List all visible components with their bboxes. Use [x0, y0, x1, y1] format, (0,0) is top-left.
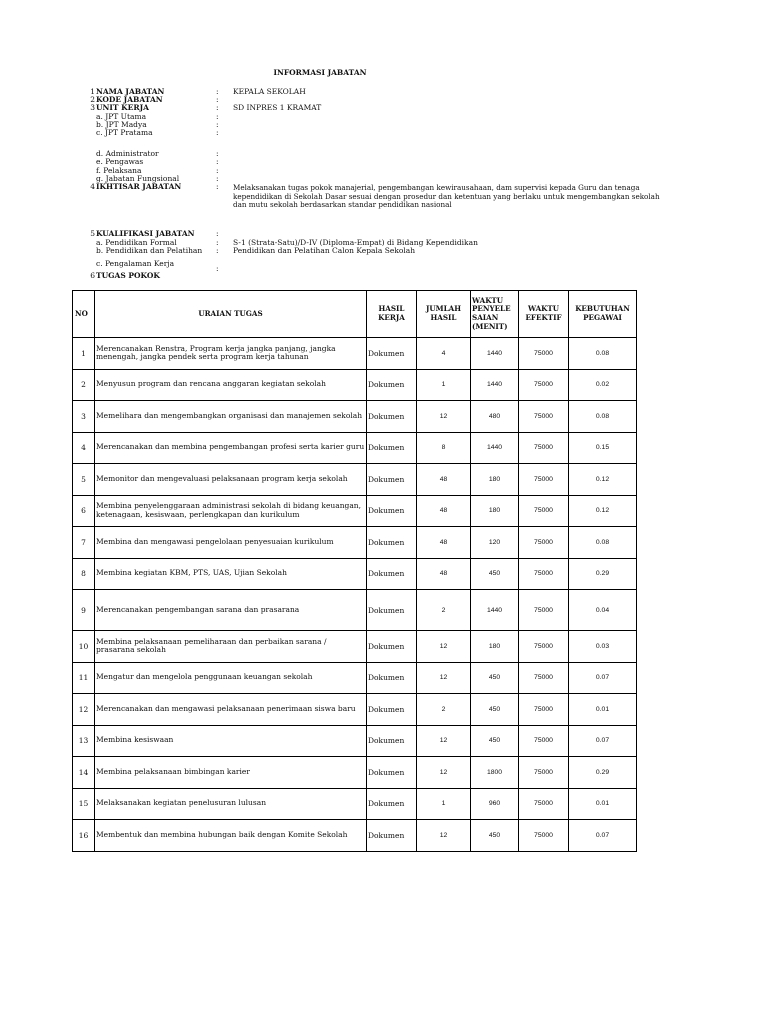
cell-efektif: 75000: [519, 369, 569, 401]
item-label: e. Pengawas: [96, 157, 144, 166]
cell-kebutuhan: 0.15: [569, 432, 637, 464]
item-label: c. Pengalaman Kerja: [96, 259, 175, 268]
cell-kebutuhan: 0.08: [569, 401, 637, 433]
cell-kebutuhan: 0.12: [569, 464, 637, 496]
table-row: [73, 820, 637, 852]
item-label: f. Pelaksana: [96, 166, 142, 175]
table-row: [73, 558, 637, 590]
cell-task: Memonitor dan mengevaluasi pelaksanaan program kerja sekolah: [95, 464, 367, 496]
item-label: TUGAS POKOK: [96, 271, 160, 280]
cell-hasil: Dokumen: [367, 694, 417, 726]
table-row: [73, 338, 637, 370]
table-row: [73, 527, 637, 559]
cell-efektif: 75000: [519, 662, 569, 694]
cell-no: 15: [73, 788, 95, 820]
cell-hasil: Dokumen: [367, 527, 417, 559]
cell-task: Melaksanakan kegiatan penelusuran lulusan: [95, 788, 367, 820]
cell-waktu: 1440: [471, 369, 519, 401]
table-row: [73, 694, 637, 726]
cell-kebutuhan: 0.01: [569, 788, 637, 820]
cell-hasil: Dokumen: [367, 401, 417, 433]
cell-task: Membina pelaksanaan pemeliharaan dan perbaikan sarana / prasarana sekolah: [95, 631, 367, 663]
cell-kebutuhan: 0.08: [569, 338, 637, 370]
cell-hasil: Dokumen: [367, 590, 417, 631]
cell-kebutuhan: 0.07: [569, 662, 637, 694]
item-value: Pendidikan dan Pelatihan Calon Kepala Sekolah: [233, 246, 416, 255]
item-value: S-1 (Strata-Satu)/D-IV (Diploma-Empat) di Bidang Kependidikan: [233, 238, 478, 247]
cell-waktu: 1440: [471, 338, 519, 370]
cell-hasil: Dokumen: [367, 432, 417, 464]
cell-waktu: 450: [471, 662, 519, 694]
cell-hasil: Dokumen: [367, 338, 417, 370]
colon: :: [216, 87, 219, 96]
cell-waktu: 960: [471, 788, 519, 820]
cell-hasil: Dokumen: [367, 725, 417, 757]
cell-jumlah: 12: [417, 725, 471, 757]
item-number: 5: [90, 229, 95, 238]
cell-hasil: Dokumen: [367, 464, 417, 496]
cell-waktu: 450: [471, 558, 519, 590]
cell-no: 7: [73, 527, 95, 559]
cell-efektif: 75000: [519, 631, 569, 663]
cell-task: Merencanakan dan membina pengembangan profesi serta karier guru: [95, 432, 367, 464]
cell-no: 11: [73, 662, 95, 694]
cell-efektif: 75000: [519, 432, 569, 464]
cell-kebutuhan: 0.12: [569, 495, 637, 527]
cell-task: Mengatur dan mengelola penggunaan keuangan sekolah: [95, 662, 367, 694]
cell-no: 4: [73, 432, 95, 464]
item-value: SD INPRES 1 KRAMAT: [233, 103, 322, 112]
cell-efektif: 75000: [519, 338, 569, 370]
cell-efektif: 75000: [519, 527, 569, 559]
cell-task: Membentuk dan membina hubungan baik dengan Komite Sekolah: [95, 820, 367, 852]
cell-hasil: Dokumen: [367, 820, 417, 852]
item-label: d. Administrator: [96, 149, 159, 158]
cell-no: 8: [73, 558, 95, 590]
colon: :: [216, 238, 219, 247]
table-row: [73, 788, 637, 820]
cell-efektif: 75000: [519, 725, 569, 757]
colon: :: [216, 264, 219, 273]
cell-no: 14: [73, 757, 95, 789]
cell-hasil: Dokumen: [367, 631, 417, 663]
item-label: b. JPT Madya: [96, 120, 147, 129]
table-row: [73, 757, 637, 789]
item-label: a. JPT Utama: [96, 112, 147, 121]
item-number: 3: [90, 103, 95, 112]
table-row: [73, 590, 637, 631]
cell-jumlah: 12: [417, 757, 471, 789]
table-row: [73, 725, 637, 757]
cell-efektif: 75000: [519, 401, 569, 433]
cell-kebutuhan: 0.29: [569, 558, 637, 590]
header-uraian-tugas: URAIAN TUGAS: [95, 291, 367, 338]
cell-jumlah: 12: [417, 631, 471, 663]
colon: :: [216, 112, 219, 121]
item-label: g. Jabatan Fungsional: [96, 174, 180, 183]
cell-kebutuhan: 0.08: [569, 527, 637, 559]
cell-hasil: Dokumen: [367, 495, 417, 527]
table-row: [73, 369, 637, 401]
item-label: a. Pendidikan Formal: [96, 238, 177, 247]
cell-jumlah: 2: [417, 590, 471, 631]
cell-waktu: 180: [471, 464, 519, 496]
cell-waktu: 480: [471, 401, 519, 433]
item-label: NAMA JABATAN: [96, 87, 165, 96]
colon: :: [216, 246, 219, 255]
colon: :: [216, 182, 219, 191]
cell-waktu: 180: [471, 495, 519, 527]
cell-waktu: 1440: [471, 590, 519, 631]
cell-efektif: 75000: [519, 788, 569, 820]
cell-jumlah: 48: [417, 527, 471, 559]
colon: :: [216, 157, 219, 166]
cell-kebutuhan: 0.07: [569, 725, 637, 757]
cell-efektif: 75000: [519, 558, 569, 590]
cell-kebutuhan: 0.29: [569, 757, 637, 789]
cell-no: 1: [73, 338, 95, 370]
cell-no: 3: [73, 401, 95, 433]
cell-jumlah: 12: [417, 401, 471, 433]
header-waktu-efektif: WAKTU EFEKTIF: [519, 291, 569, 338]
cell-jumlah: 48: [417, 558, 471, 590]
cell-efektif: 75000: [519, 495, 569, 527]
cell-task: Merencanakan pengembangan sarana dan prasarana: [95, 590, 367, 631]
cell-no: 13: [73, 725, 95, 757]
cell-efektif: 75000: [519, 694, 569, 726]
header-no: NO: [73, 291, 95, 338]
item-value: KEPALA SEKOLAH: [233, 87, 306, 96]
table-row: [73, 464, 637, 496]
cell-kebutuhan: 0.02: [569, 369, 637, 401]
cell-waktu: 450: [471, 820, 519, 852]
item-label: KODE JABATAN: [96, 95, 163, 104]
cell-task: Membina pelaksanaan bimbingan karier: [95, 757, 367, 789]
cell-waktu: 1800: [471, 757, 519, 789]
cell-waktu: 120: [471, 527, 519, 559]
table-row: [73, 631, 637, 663]
cell-waktu: 450: [471, 694, 519, 726]
header-hasil-kerja: HASIL KERJA: [367, 291, 417, 338]
cell-kebutuhan: 0.04: [569, 590, 637, 631]
cell-waktu: 1440: [471, 432, 519, 464]
cell-no: 6: [73, 495, 95, 527]
table-row: [73, 401, 637, 433]
cell-jumlah: 1: [417, 788, 471, 820]
cell-jumlah: 1: [417, 369, 471, 401]
cell-no: 2: [73, 369, 95, 401]
cell-efektif: 75000: [519, 590, 569, 631]
cell-task: Merencanakan Renstra, Program kerja jangka panjang, jangka menengah, jangka pendek serta program kerja tahunan: [95, 338, 367, 370]
colon: :: [216, 103, 219, 112]
cell-task: Memelihara dan mengembangkan organisasi dan manajemen sekolah: [95, 401, 367, 433]
colon: :: [216, 120, 219, 129]
header-kebutuhan-pegawai: KEBUTUHAN PEGAWAI: [569, 291, 637, 338]
item-label: KUALIFIKASI JABATAN: [96, 229, 195, 238]
cell-waktu: 450: [471, 725, 519, 757]
cell-kebutuhan: 0.03: [569, 631, 637, 663]
cell-no: 12: [73, 694, 95, 726]
cell-jumlah: 48: [417, 495, 471, 527]
colon: :: [216, 229, 219, 238]
table-row: [73, 662, 637, 694]
tugas-pokok-table: [72, 290, 637, 852]
cell-no: 10: [73, 631, 95, 663]
cell-jumlah: 4: [417, 338, 471, 370]
header-waktu-penyelesaian: WAKTU PENYELE SAIAN (MENIT): [471, 291, 519, 338]
cell-jumlah: 12: [417, 820, 471, 852]
cell-waktu: 180: [471, 631, 519, 663]
cell-task: Membina dan mengawasi pengelolaan penyesuaian kurikulum: [95, 527, 367, 559]
table-header-row: [73, 291, 637, 338]
cell-no: 9: [73, 590, 95, 631]
cell-hasil: Dokumen: [367, 369, 417, 401]
cell-no: 5: [73, 464, 95, 496]
item-label: b. Pendidikan dan Pelatihan: [96, 246, 203, 255]
cell-efektif: 75000: [519, 464, 569, 496]
colon: :: [216, 174, 219, 183]
cell-task: Membina kesiswaan: [95, 725, 367, 757]
table-row: [73, 432, 637, 464]
cell-jumlah: 2: [417, 694, 471, 726]
cell-hasil: Dokumen: [367, 757, 417, 789]
item-label: c. JPT Pratama: [96, 128, 153, 137]
ikhtisar-text: Melaksanakan tugas pokok manajerial, pengembangan kewirausahaan, dam supervisi kepada Guru dan tenaga kependidikan di Sekolah Dasar sesuai dengan prosedur dan ketentuan yang berlaku untuk mengembangkan sekolah dan mutu sekolah berdasarkan standar pendidikan nasional: [233, 183, 660, 210]
cell-task: Membina penyelenggaraan administrasi sekolah di bidang keuangan, ketenagaan, kesiswaan, perlengkapan dan kurikulum: [95, 495, 367, 527]
cell-jumlah: 8: [417, 432, 471, 464]
item-label: IKHTISAR JABATAN: [96, 182, 182, 191]
item-label: UNIT KERJA: [96, 103, 149, 112]
item-number: 6: [90, 271, 95, 280]
colon: :: [216, 166, 219, 175]
item-number: 4: [90, 182, 95, 191]
cell-jumlah: 12: [417, 662, 471, 694]
cell-hasil: Dokumen: [367, 788, 417, 820]
item-number: 1: [90, 87, 95, 96]
cell-efektif: 75000: [519, 757, 569, 789]
cell-hasil: Dokumen: [367, 558, 417, 590]
cell-efektif: 75000: [519, 820, 569, 852]
cell-jumlah: 48: [417, 464, 471, 496]
colon: :: [216, 95, 219, 104]
document-title: INFORMASI JABATAN: [273, 68, 367, 77]
item-number: 2: [90, 95, 95, 104]
cell-task: Merencanakan dan mengawasi pelaksanaan penerimaan siswa baru: [95, 694, 367, 726]
table-row: [73, 495, 637, 527]
cell-task: Menyusun program dan rencana anggaran kegiatan sekolah: [95, 369, 367, 401]
header-jumlah-hasil: JUMLAH HASIL: [417, 291, 471, 338]
cell-kebutuhan: 0.01: [569, 694, 637, 726]
cell-task: Membina kegiatan KBM, PTS, UAS, Ujian Sekolah: [95, 558, 367, 590]
cell-hasil: Dokumen: [367, 662, 417, 694]
colon: :: [216, 128, 219, 137]
colon: :: [216, 149, 219, 158]
cell-kebutuhan: 0.07: [569, 820, 637, 852]
cell-no: 16: [73, 820, 95, 852]
